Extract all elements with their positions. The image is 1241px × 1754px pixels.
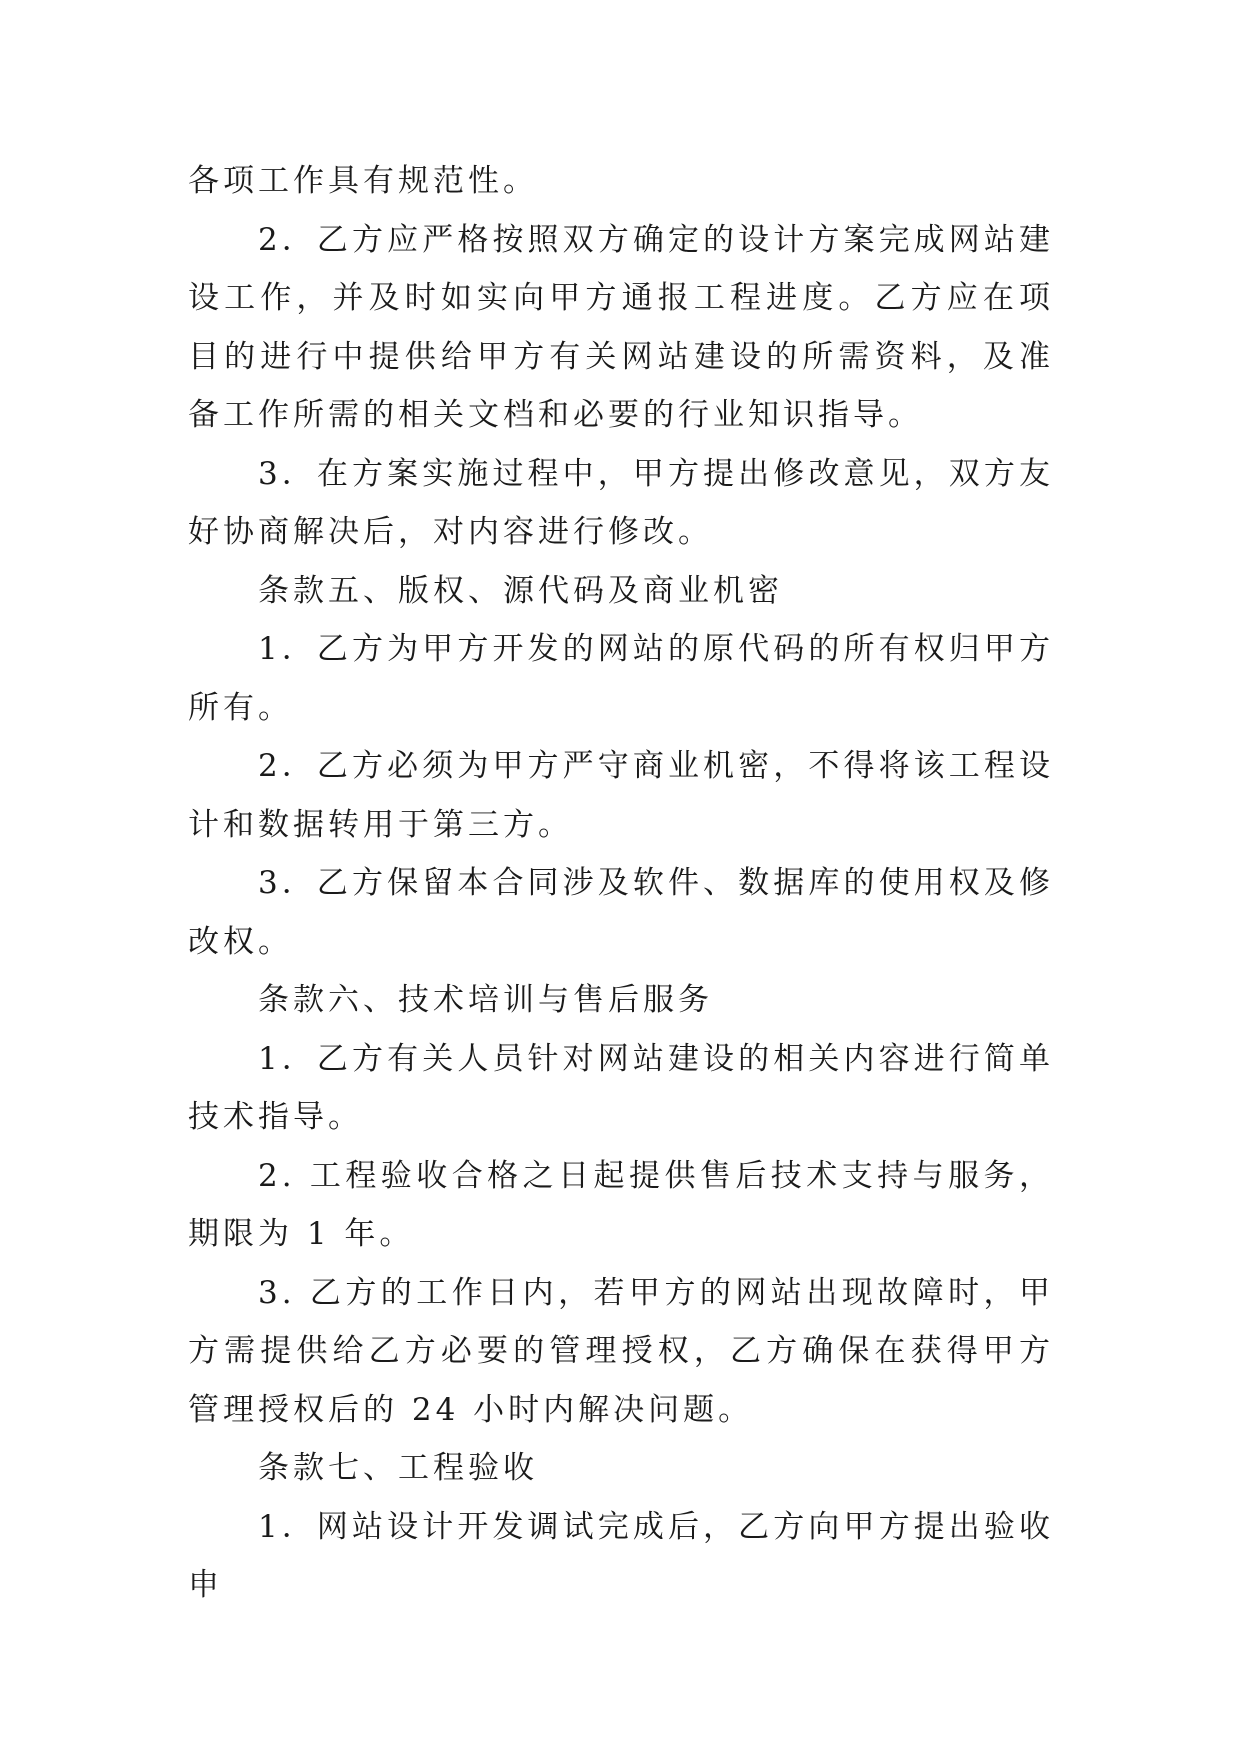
paragraph-continuation: 各项工作具有规范性。: [188, 163, 538, 199]
section-heading-clause-5: 条款五、版权、源代码及商业机密: [258, 572, 783, 609]
paragraph-clause-5-item-3: 3．乙方保留本合同涉及软件、数据库的使用权及修改权。: [188, 865, 1054, 960]
paragraph-item-2: 2．乙方应严格按照双方确定的设计方案完成网站建设工作，并及时如实向甲方通报工程进度。乙方应在项目的进行中提供给甲方有关网站建设的所需资料，及准备工作所需的相关文档和必要的行业知识指导。: [188, 221, 1054, 433]
document-page: [188, 152, 1054, 1615]
section-heading-clause-6: 条款六、技术培训与售后服务: [258, 982, 713, 1018]
section-heading-clause-7: 条款七、工程验收: [258, 1450, 538, 1486]
paragraph-clause-6-item-3: 3. 乙方的工作日内，若甲方的网站出现故障时，甲方需提供给乙方必要的管理授权，乙方确保在获得甲方管理授权后的 24 小时内解决问题。: [188, 1274, 1054, 1428]
paragraph-clause-5-item-2: 2．乙方必须为甲方严守商业机密，不得将该工程设计和数据转用于第三方。: [188, 748, 1054, 843]
paragraph-clause-6-item-1: 1．乙方有关人员针对网站建设的相关内容进行简单技术指导。: [188, 1040, 1054, 1135]
paragraph-clause-5-item-1: 1．乙方为甲方开发的网站的原代码的所有权归甲方所有。: [188, 631, 1054, 726]
paragraph-item-3: 3．在方案实施过程中，甲方提出修改意见，双方友好协商解决后，对内容进行修改。: [188, 455, 1054, 550]
paragraph-clause-6-item-2: 2. 工程验收合格之日起提供售后技术支持与服务，期限为 1 年。: [188, 1157, 1054, 1252]
paragraph-clause-7-item-1: 1．网站设计开发调试完成后，乙方向甲方提出验收申: [188, 1508, 1054, 1603]
